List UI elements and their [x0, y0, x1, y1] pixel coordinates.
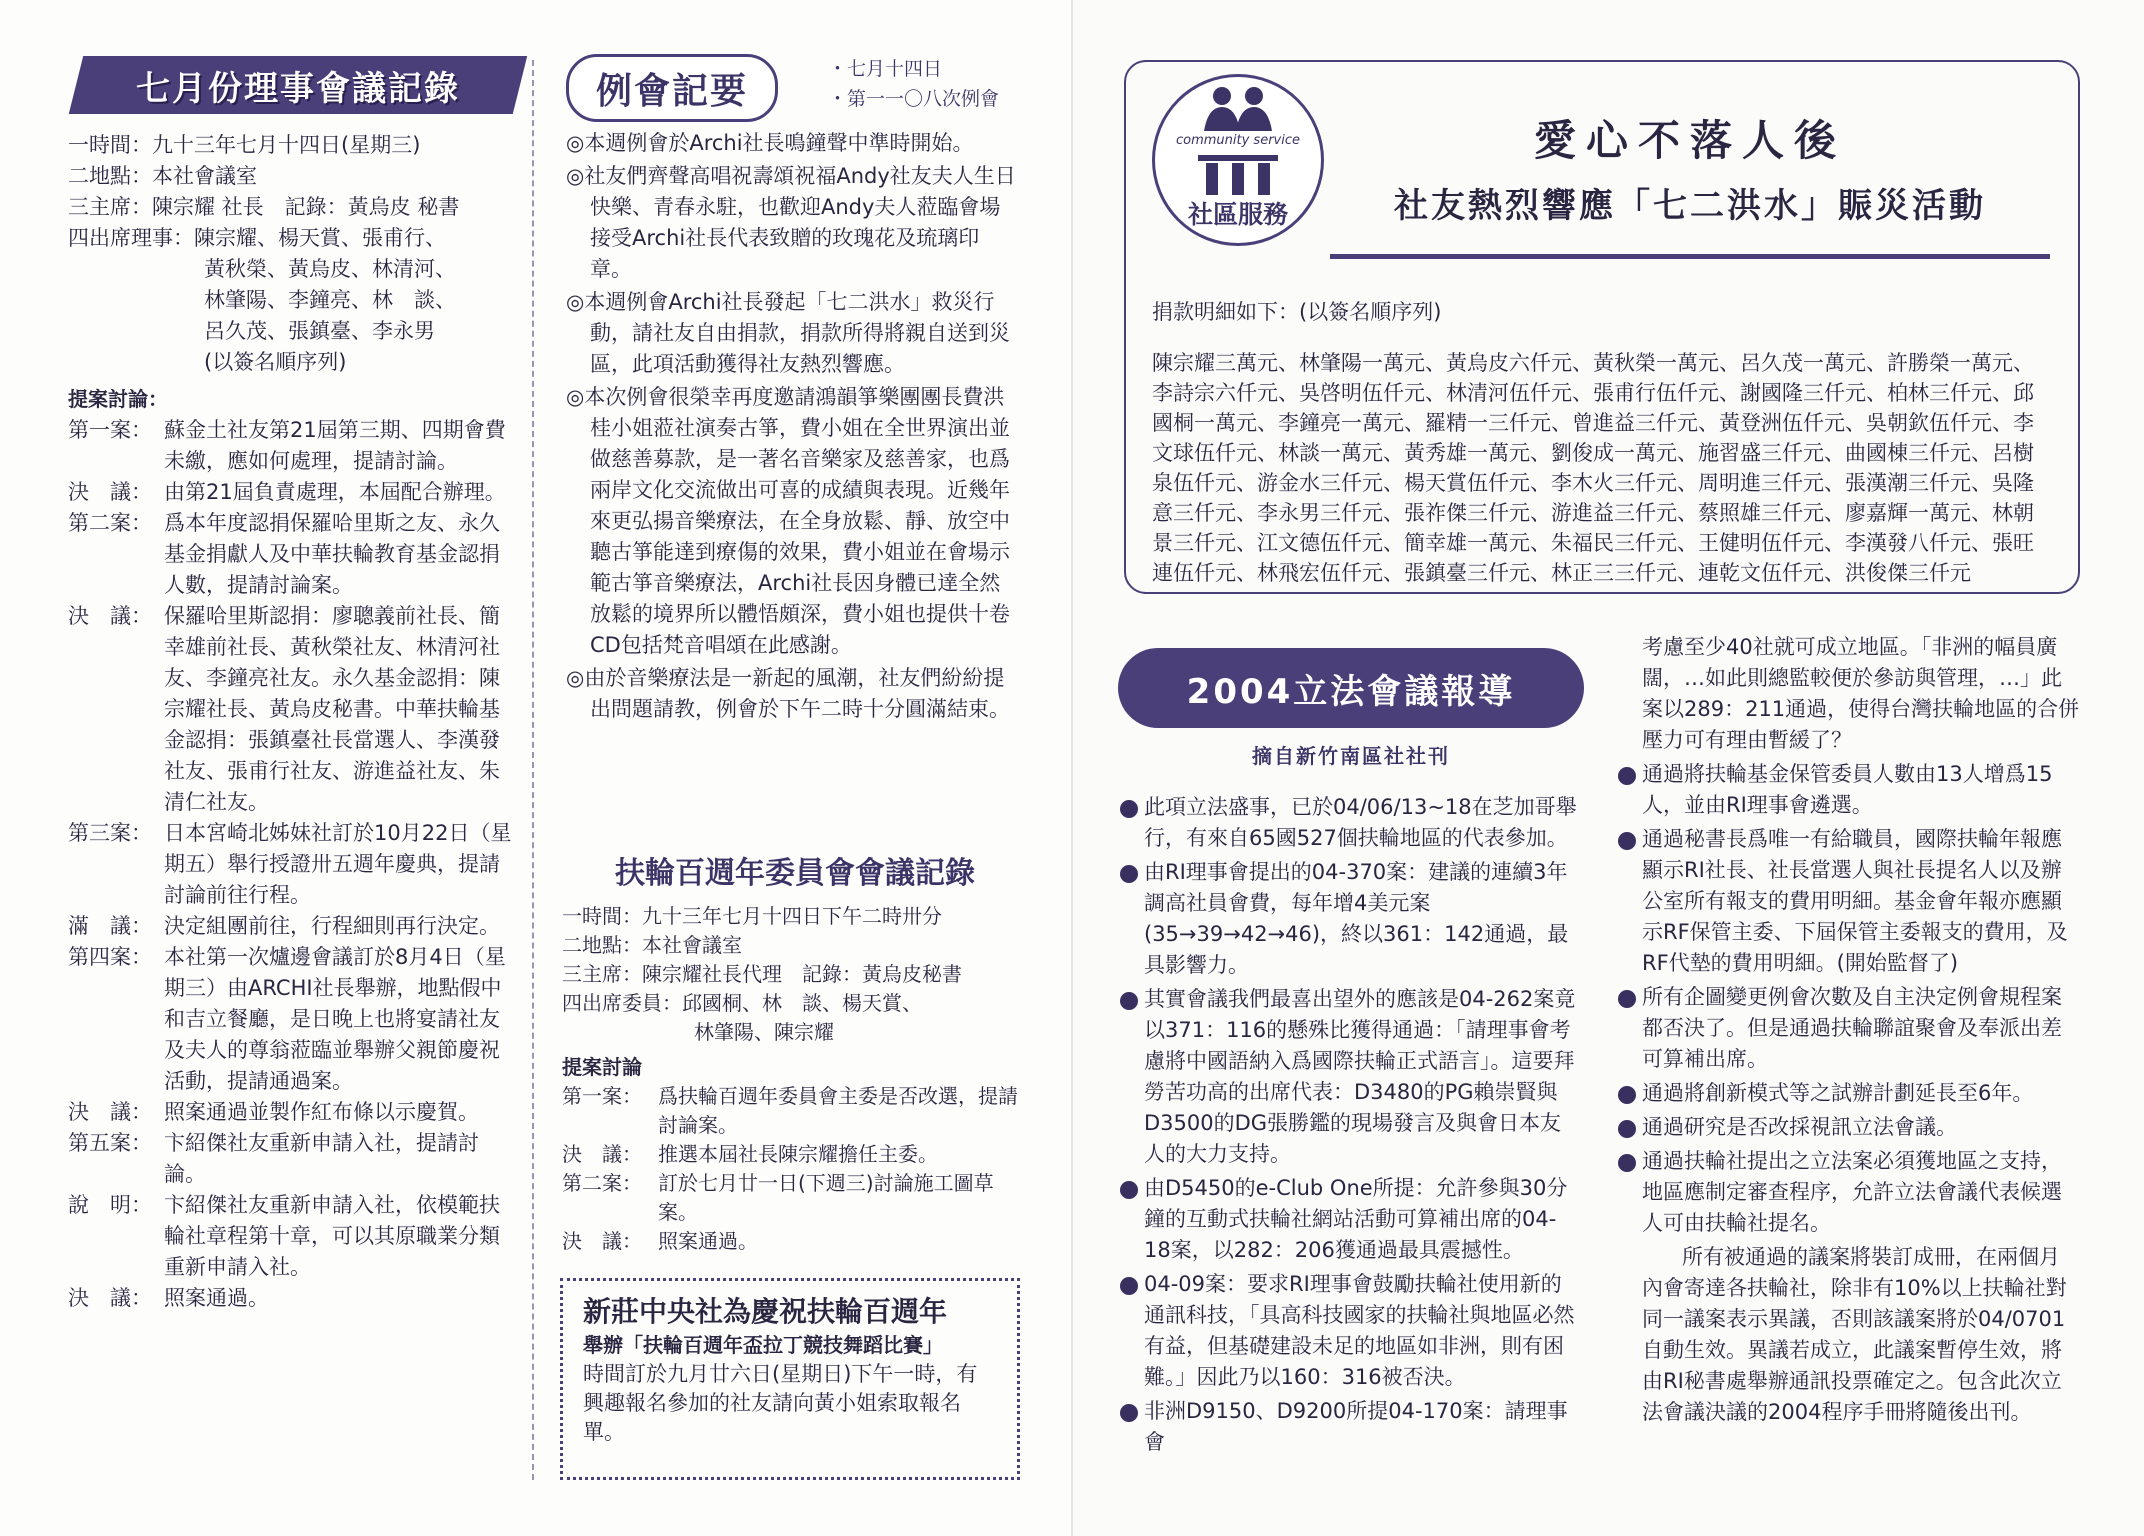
proposal-item: 決 議： 推選本屆社長陳宗耀擔任主委。 [562, 1142, 938, 1166]
centennial-title: 扶輪百週年委員會會議記錄 [615, 856, 975, 891]
dance-contest-notice [560, 1278, 1020, 1480]
proposal-item: 第三案： 日本宮崎北姊妹社訂於10月22日（星期五）舉行授證卅五週年慶典，提請討論前往行程。 [68, 821, 512, 907]
community-service-logo [1152, 74, 1324, 246]
proposals-heading: 提案討論： [68, 387, 168, 411]
bullet-dot-icon [1120, 1404, 1138, 1422]
legislative-item: 通過秘書長爲唯一有給職員，國際扶輪年報應顯示RI社長、社長當選人與社長提名人以及辦公室所有報支的費用明細。基金會年報亦應顯示RF保管主委、下屆保管主委報支的費用，及RF代墊的費用明細。(開始監督了) [1618, 824, 2080, 979]
proposal-item: 決 議： 照案通過。 [68, 1286, 269, 1310]
centennial-chair: 三主席： 陳宗耀社長代理 記錄：黃烏皮秘書 [562, 962, 962, 986]
board-attendees: 四出席理事： 陳宗耀、楊天賞、張甫行、 [68, 226, 446, 250]
donation-list [1152, 276, 2052, 609]
attendee-line: 黃秋榮、黃烏皮、林清河、 [204, 257, 456, 281]
bullet-dot-icon [1120, 992, 1138, 1010]
meeting-note: ◎本週例會Archi社長發起「七二洪水」救災行動，請社友自由捐款，捐款所得將親自送到災區，此項活動獲得社友熱烈響應。 [566, 290, 1010, 376]
centennial-time: 一時間： 九十三年七月十四日下午二時卅分 [562, 904, 942, 928]
centennial-members: 四出席委員： 邱國桐、林 談、楊天賞、 [562, 991, 922, 1015]
notice-body: 時間訂於九月廿六日(星期日)下午一時，有興趣報名參加的社友請向黃小姐索取報名單。 [583, 1362, 978, 1444]
centennial-minutes [562, 902, 1024, 1256]
bullet-dot-icon [1618, 767, 1636, 785]
legislative-item: 通過扶輪社提出之立法案必須獲地區之支持，地區應制定審查程序，允許立法會議代表候選人可由扶輪社提名。 [1618, 1146, 2080, 1239]
meeting-number: ・第一一〇八次例會 [828, 88, 1000, 110]
legislative-item: 此項立法盛事，已於04/06/13∼18在芝加哥舉行，有來自65國527個扶輪地區的代表參加。 [1120, 792, 1582, 854]
meeting-note: ◎由於音樂療法是一新起的風潮，社友們紛紛提出問題請教，例會於下午二時十分圓滿結束。 [566, 666, 1010, 721]
people-icon [1200, 85, 1276, 133]
legislative-item: 由D5450的e-Club One所提：允許參與30分鐘的互動式扶輪社網站活動可算補出席的04-18案，以282：206獲通過最具震撼性。 [1120, 1173, 1582, 1266]
building-bars-icon [1198, 155, 1278, 195]
attendee-line: 林肇陽、李鐘亮、林 談、 [204, 288, 456, 312]
centennial-proposals-heading: 提案討論 [562, 1055, 642, 1079]
board-chair: 三主席： 陳宗耀 社長 記錄：黃烏皮 秘書 [68, 195, 460, 219]
centennial-members-cont: 林肇陽、陳宗耀 [694, 1020, 834, 1044]
board-title: 七月份理事會議記錄 [136, 68, 460, 109]
centennial-place: 二地點： 本社會議室 [562, 933, 742, 957]
board-time: 一時間： 九十三年七月十四日(星期三) [68, 133, 421, 157]
legislative-item: 由RI理事會提出的04-370案：建議的連續3年調高社員會費，每年增4美元案(35→39→42→46)，終以361：142通過，最具影響力。 [1120, 857, 1582, 981]
bullet-dot-icon [1120, 865, 1138, 883]
proposal-item: 說 明： 卞紹傑社友重新申請入社，依模範扶輪社章程第十章，可以其原職業分類重新申請入社。 [68, 1193, 500, 1279]
proposal-item: 滿 議： 決定組團前往，行程細則再行決定。 [68, 914, 500, 938]
meeting-note: ◎本次例會很榮幸再度邀請鴻韻箏樂團團長費洪桂小姐蒞社演奏古箏，費小姐在全世界演出並做慈善募款，是一著名音樂家及慈善家，也爲兩岸文化交流做出可喜的成績與表現。近幾年來更弘揚音樂療法，在全身放鬆、靜、放空中聽古箏能達到療傷的效果，費小姐並在會場示範古箏音樂療法，Archi社長因身體已達全然放鬆的境界所以體悟頗深，費小姐也提供十卷CD包括梵音唱頌在此感謝。 [566, 385, 1010, 657]
meeting-date: ・七月十四日 [828, 58, 943, 80]
legislative-item: 04-09案：要求RI理事會鼓勵扶輪社使用新的通訊科技，「具高科技國家的扶輪社與地區必然有益，但基礎建設未足的地區如非洲，則有困難。」因此乃以160：316被否決。 [1120, 1269, 1582, 1393]
bullet-dot-icon [1618, 832, 1636, 850]
legislative-continued: 考慮至少40社就可成立地區。「非洲的幅員廣闊，…如此則總監較便於參訪與管理，…」此案以289：211通過，使得台灣扶輪地區的合併壓力可有理由暫緩了？ [1642, 635, 2080, 752]
legislative-source: 摘自新竹南區社社刊 [1252, 744, 1450, 768]
relief-title: 愛心不落人後 [1533, 116, 1846, 165]
proposal-item: 第四案： 本社第一次爐邊會議訂於8月4日（星期三）由ARCHI社長舉辦，地點假中和吉立餐廳，是日晚上也將宴請社友及夫人的尊翁蒞臨並舉辦父親節慶祝活動，提請通過案。 [68, 945, 506, 1093]
legislative-item: 非洲D9150、D9200所提04-170案：請理事會 [1120, 1396, 1582, 1458]
proposal-item: 決 議： 照案通過。 [562, 1229, 758, 1253]
relief-subtitle: 社友熱烈響應「七二洪水」賑災活動 [1394, 186, 1986, 226]
legislative-item: 其實會議我們最喜出望外的應該是04-262案竟以371：116的懸殊比獲得通過：「請理事會考慮將中國語納入爲國際扶輪正式語言」。這要拜勞苦功高的出席代表：D3480的PG賴崇賢與D3500的DG張勝鑑的現場發言及與會日本友人的大力支持。 [1120, 984, 1582, 1170]
bullet-dot-icon [1618, 1120, 1636, 1138]
column-divider [532, 60, 534, 1480]
attendee-note: (以簽名順序列) [204, 350, 347, 374]
meeting-note: ◎本週例會於Archi社長鳴鐘聲中準時開始。 [566, 131, 974, 155]
notice-subtitle: 舉辦「扶輪百週年盃拉丁競技舞蹈比賽」 [583, 1333, 943, 1357]
attendee-line: 呂久茂、張鎮臺、李永男 [204, 319, 435, 343]
meeting-title: 例會記要 [566, 54, 778, 122]
proposal-item: 第二案： 訂於七月廿一日(下週三)討論施工圖草案。 [562, 1171, 994, 1224]
donation-details: 陳宗耀三萬元、林肇陽一萬元、黃烏皮六仟元、黃秋榮一萬元、呂久茂一萬元、許勝榮一萬元、李詩宗六仟元、吳啓明伍仟元、林清河伍仟元、張甫行伍仟元、謝國隆三仟元、柏林三仟元、邱國桐一萬元、李鐘亮一萬元、羅精一三仟元、曾進益三仟元、黃登洲伍仟元、吳朝欽伍仟元、李文球伍仟元、林談一萬元、黃秀雄一萬元、劉俊成一萬元、施習盛三仟元、曲國棟三仟元、呂樹泉伍仟元、游金水三仟元、楊天賞伍仟元、李木火三仟元、周明進三仟元、張漢潮三仟元、吳隆意三仟元、李永男三仟元、張祚傑三仟元、游進益三仟元、蔡照雄三仟元、廖嘉輝一萬元、林朝景三仟元、江文德伍仟元、簡幸雄一萬元、朱福民三仟元、王健明伍仟元、李漢發八仟元、張旺連伍仟元、林飛宏伍仟元、張鎮臺三仟元、林正三三仟元、連乾文伍仟元、洪俊傑三仟元 [1152, 351, 2034, 585]
legislative-closing: 所有被通過的議案將裝訂成冊，在兩個月內會寄達各扶輪社，除非有10%以上扶輪社對同一議案表示異議，否則該議案將於04/0701自動生效。異議若成立，此議案暫停生效，將由RI秘書處舉辦通訊投票確定之。包含此次立法會議決議的2004程序手冊將隨後出刊。 [1642, 1245, 2067, 1424]
bullet-dot-icon [1120, 800, 1138, 818]
proposal-item: 第一案： 爲扶輪百週年委員會主委是否改選，提請討論案。 [562, 1084, 1018, 1137]
page-fold [1071, 0, 1073, 1536]
meeting-notes [566, 128, 1020, 727]
board-minutes [68, 130, 514, 1314]
proposal-item: 第一案： 蘇金土社友第21屆第三期、四期會費未繳，應如何處理，提請討論。 [68, 418, 506, 473]
bullet-dot-icon [1618, 990, 1636, 1008]
proposal-item: 第二案： 爲本年度認捐保羅哈里斯之友、永久基金捐獻人及中華扶輪教育基金認捐人數，提請討論案。 [68, 511, 500, 597]
legislative-title: 2004立法會議報導 [1118, 648, 1584, 728]
board-place: 二地點： 本社會議室 [68, 164, 257, 188]
notice-title: 新莊中央社為慶祝扶輪百週年 [583, 1295, 948, 1328]
relief-title-rule [1330, 254, 2050, 259]
proposal-item: 第五案： 卞紹傑社友重新申請入社，提請討論。 [68, 1131, 479, 1186]
board-proposals [68, 415, 514, 1314]
meeting-meta [828, 54, 999, 114]
legislative-item: 通過將扶輪基金保管委員人數由13人增爲15人，並由RI理事會遴選。 [1618, 759, 2080, 821]
proposal-item: 決 議： 照案通過並製作紅布條以示慶賀。 [68, 1100, 479, 1124]
legislative-col-right [1618, 632, 2080, 1431]
bullet-dot-icon [1618, 1086, 1636, 1104]
proposal-item: 決 議： 保羅哈里斯認捐：廖聰義前社長、簡幸雄前社長、黃秋榮社友、林清河社友、李鐘亮社友。永久基金認捐：陳宗耀社長、黃烏皮秘書。中華扶輪基金認捐：張鎮臺社長當選人、李漢發社友、張甫行社友、游進益社友、朱清仁社友。 [68, 604, 500, 814]
proposal-item: 決 議： 由第21屆負責處理，本屆配合辦理。 [68, 480, 506, 504]
legislative-item: 通過將創新模式等之試辦計劃延長至6年。 [1618, 1078, 2080, 1109]
legislative-item: 所有企圖變更例會次數及自主決定例會規程案都否決了。但是通過扶輪聯誼聚會及奉派出差可算補出席。 [1618, 982, 2080, 1075]
legislative-item: 通過研究是否改採視訊立法會議。 [1618, 1112, 2080, 1143]
meeting-note: ◎社友們齊聲高唱祝壽頌祝福Andy社友夫人生日快樂、青春永駐，也歡迎Andy夫人蒞臨會場接受Archi社長代表致贈的玫瑰花及琉璃印章。 [566, 164, 1016, 281]
logo-english-text: community service [1175, 133, 1300, 148]
donation-lead: 捐款明細如下：(以簽名順序列) [1152, 300, 1442, 324]
logo-chinese-text: 社區服務 [1187, 200, 1288, 229]
bullet-dot-icon [1120, 1277, 1138, 1295]
bullet-dot-icon [1618, 1154, 1636, 1172]
bullet-dot-icon [1120, 1181, 1138, 1199]
legislative-col-left [1120, 792, 1582, 1461]
